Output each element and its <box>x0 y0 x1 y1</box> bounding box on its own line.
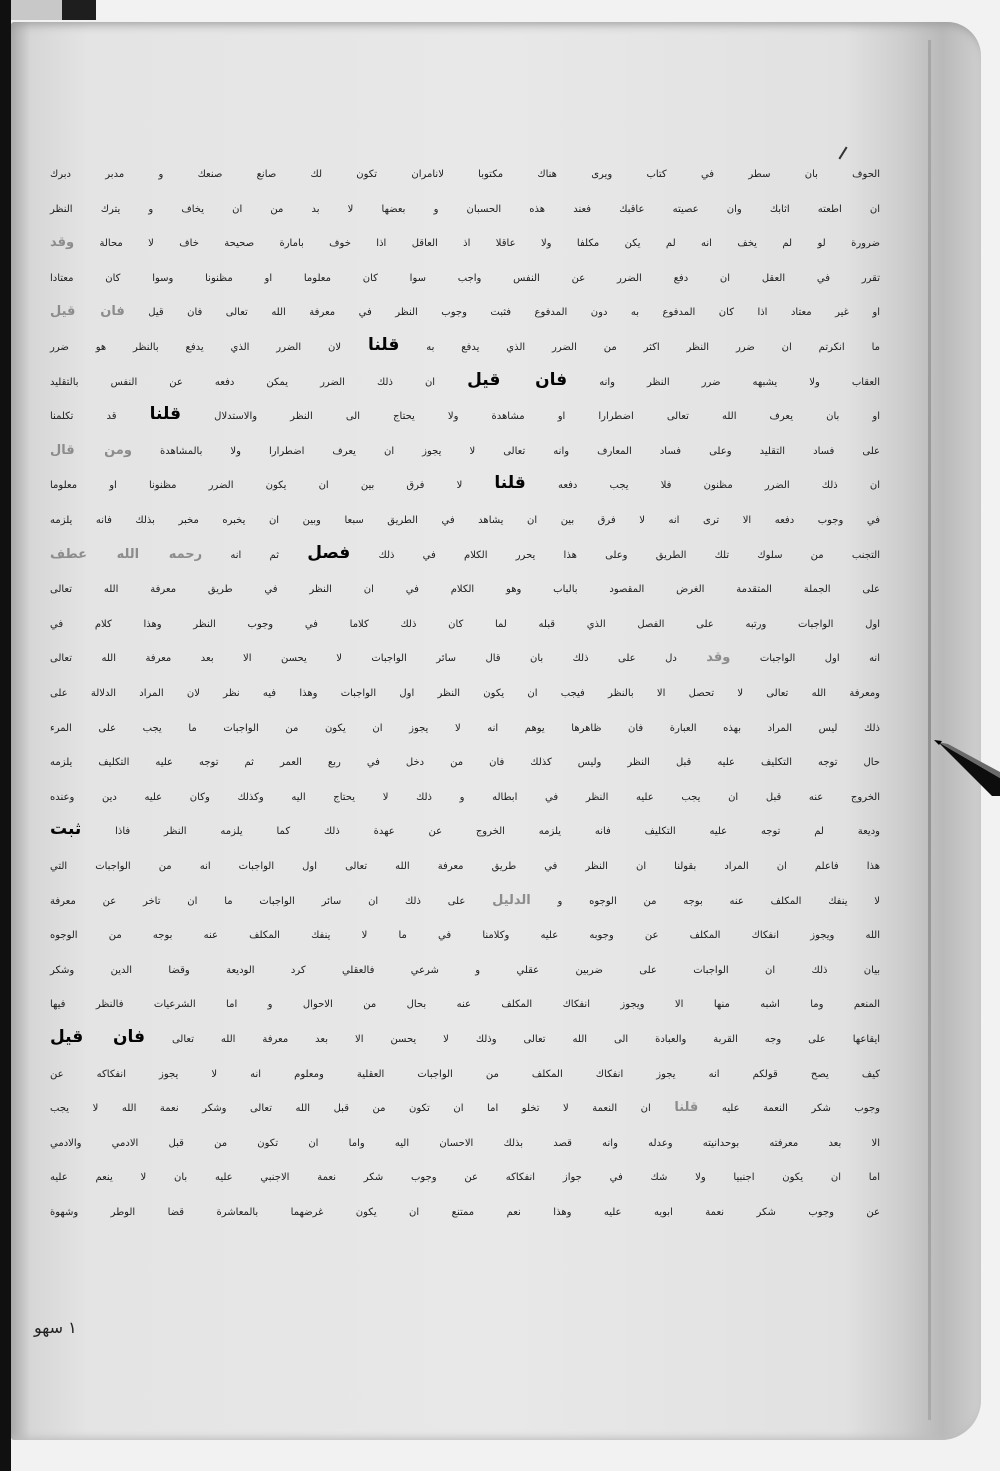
marginal-gloss: قلنا <box>674 1100 699 1116</box>
manuscript-line <box>50 1060 880 1090</box>
text-segment: لان الضرر الذي يدفع بالنظر هو ضرر <box>50 342 342 353</box>
manuscript-line <box>50 644 880 674</box>
text-segment: لا فرق بين ان يكون الضرر مظنونا او معلوما <box>50 480 463 492</box>
text-segment: ضرورة لو لم يخف انه لم يكن مكلفا ولا عاقلا اذ العاقل اذا خوف بامارة صحيحة خاف لا محالة <box>99 238 880 250</box>
manuscript-line <box>50 921 880 951</box>
manuscript-line <box>50 679 880 709</box>
manuscript-line <box>50 748 880 778</box>
text-segment: اول الواجبات ورتبه على الفصل الذي قبله لما كان ذلك كلاما في وجوب النظر وهذا كلام في <box>50 618 880 630</box>
manuscript-line <box>50 1163 880 1193</box>
manuscript-line <box>50 956 880 986</box>
manuscript-line <box>50 298 880 328</box>
manuscript-line <box>50 264 880 294</box>
manuscript-text-block <box>50 160 880 1245</box>
text-segment: عن وجوب شكر نعمة ابويه عليه وهذا نعم ممتنع ان يكون غرضهما بالمعاشرة قضا الوطر وشهوة <box>50 1207 880 1218</box>
rubric-word: فان قيل <box>50 1027 145 1047</box>
text-segment: تقرر في العقل ان دفع الضرر عن النفس واجب سوا كان معلوما او مظنونا وسوا كان معتادا <box>50 272 880 284</box>
text-segment: الا بعد معرفته بوحدانيته وعدله وانه قصد بذلك الاحسان اليه واما ان تكون من قبل الادمي والادمي <box>50 1137 880 1149</box>
text-segment: على الجملة المتقدمة الغرض المقصود بالباب وهو الكلام في ان النظر في طريق معرفة الله تعالى <box>50 584 880 596</box>
manuscript-line <box>50 575 880 605</box>
manuscript-line <box>50 195 880 225</box>
manuscript-line <box>50 887 880 917</box>
text-segment: ان ذلك الضرر مظنون فلا يجب دفعه <box>557 480 880 492</box>
marginal-gloss: وقد <box>706 650 731 666</box>
text-segment: الله ويجوز انفكاك المكلف عن وجوبه عليه وكلامنا في ما لا ينفك المكلف عنه بوجه من الوجوه <box>50 930 880 942</box>
rubric-word: قلنا <box>494 473 526 494</box>
manuscript-line <box>50 1094 880 1124</box>
text-segment: ومعرفة الله تعالى لا تحصل الا بالنظر فيجب ان يكون النظر اول الواجبات وهذا فيه نظر لان المراد الدلالة على <box>50 688 880 699</box>
manuscript-line <box>50 333 880 363</box>
manuscript-line <box>50 990 880 1020</box>
marginal-gloss: ومن قال <box>50 442 132 458</box>
manuscript-line <box>50 229 880 259</box>
manuscript-line <box>50 402 880 432</box>
manuscript-line <box>50 471 880 501</box>
rubric-word: ثبت <box>50 819 82 840</box>
text-segment: في وجوب دفعه الا ترى انه لا فرق بين ان يشاهد في الطريق سبعا وبين ان يخبره مخبر بذلك فانه يلزمه <box>50 515 880 526</box>
manuscript-line <box>50 783 880 813</box>
manuscript-line <box>50 368 880 398</box>
text-segment: الخروج عنه قبل ان يجب عليه النظر في ابطاله و ذلك لا يحتاج اليه وكذلك وكان عليه دين وعنده <box>50 791 880 803</box>
rubric-word: قلنا <box>149 404 182 425</box>
text-segment: بيان ذلك ان الواجبات على ضربين عقلي و شرعي فالعقلي كرد الوديعة وقضا الدين وشكر <box>50 964 880 976</box>
marginal-gloss: رحمه الله عطف <box>50 546 203 562</box>
text-segment: قد تكلمنا <box>50 411 117 423</box>
text-segment: انه اول الواجبات <box>759 653 880 665</box>
manuscript-line <box>50 1198 880 1228</box>
text-segment: ايقاعها على وجه القربة والعبادة الى الله تعالى وذلك لا يحسن الا بعد معرفة الله تعالى <box>171 1034 881 1045</box>
manuscript-line <box>50 610 880 640</box>
text-segment: ذلك ليس المراد بهذه العبارة فان ظاهرها يوهم انه لا يجوز ان يكون من الواجبات ما يجب على المرء <box>50 722 880 734</box>
manuscript-line <box>50 1025 880 1055</box>
text-segment: هذا فاعلم ان المراد بقولنا ان النظر في طريق معرفة الله تعالى اول الواجبات انه من الواجبات التي <box>50 861 880 872</box>
text-segment: دل على ذلك بان قال سائر الواجبات لا يحسن الا بعد معرفة الله تعالى <box>50 653 677 665</box>
rubric-word: فان قيل <box>467 369 568 390</box>
marginal-gloss: وقد <box>50 235 75 251</box>
manuscript-line <box>50 714 880 744</box>
text-segment: او بان يعرف الله تعالى اضطرارا او مشاهدة ولا يحتاج الى النظر والاستدلال <box>214 411 880 423</box>
text-segment: او غير معتاد اذا كان المدفوع به دون المدفوع فثبت وجوب النظر في معرفة الله تعالى فان قيل <box>148 307 881 319</box>
manuscript-line <box>50 160 880 190</box>
text-segment: وجوب شكر النعمة عليه <box>721 1103 880 1115</box>
text-segment: العقاب ولا يشبهه ضرر النظر وانه <box>599 376 880 388</box>
text-segment: وديعة لم توجه عليه التكليف فانه يلزمه الخروج عن عهدة ذلك كما يلزمه النظر فاذا <box>115 826 880 838</box>
manuscript-line <box>50 437 880 467</box>
manuscript-line <box>50 541 880 571</box>
text-segment: التجنب من سلوك تلك الطريق وعلى هذا يحرر الكلام في ذلك <box>378 549 881 561</box>
scan-top-edge <box>11 0 62 20</box>
rubric-word: قلنا <box>367 335 400 355</box>
folio-mark: ١ سهو <box>34 1318 77 1337</box>
scan-top-tab <box>62 0 96 20</box>
text-segment: اما ان يكون اجنبيا ولا شك في جواز انفكاكه عن وجوب شكر نعمة الاجنبي عليه بان لا ينعم عليه <box>50 1172 880 1184</box>
manuscript-line <box>50 817 880 847</box>
manuscript-line <box>50 852 880 882</box>
text-segment: ان اطعته اثابك وان عصيته عاقبك فعند هذه الحسبان و بعضها لا بد من ان يخاف و يترك النظر <box>50 203 880 215</box>
text-segment: ما انكرتم ان ضرر النظر اكثر من الضرر الذي يدفع به <box>426 342 880 353</box>
marginal-gloss: الدليل <box>492 892 531 908</box>
text-segment: ان النعمة لا تخلو اما ان تكون من قبل الله تعالى وشكر نعمة الله لا يجب <box>50 1103 651 1115</box>
pen-pointer-icon <box>934 728 1000 798</box>
scan-left-border <box>0 0 11 1471</box>
text-segment: على ذلك ان سائر الواجبات ما ان تاخر عن معرفة <box>50 895 466 907</box>
page-fold-edge <box>928 40 931 1420</box>
marginal-gloss: فان قيل <box>50 304 125 320</box>
text-segment: كيف يصح قولكم انه يجوز انفكاك المكلف من الواجبات العقلية ومعلوم انه لا يجوز انفكاكه عن <box>50 1068 880 1080</box>
text-segment: حال توجه التكليف عليه قبل النظر وليس كذلك فان من دخل في ربع العمر ثم توجه عليه التكليف يلزمه <box>50 757 880 769</box>
text-segment: المنعم وما اشبه منها الا ويجوز انفكاك المكلف عنه بحال من الاحوال و اما الشرعيات فالنظر فيها <box>50 999 880 1011</box>
text-segment: الحوف بان سطر في كتاب ويرى هناك مكتوبا لانامران تكون لك صانع صنعك و مدبر دبرك <box>50 169 880 180</box>
text-segment: لا ينفك المكلف عنه بوجه من الوجوه و <box>557 895 880 907</box>
manuscript-line <box>50 506 880 536</box>
manuscript-line <box>50 1129 880 1159</box>
rubric-word: فصل <box>307 542 351 563</box>
text-segment: ان ذلك الضرر يمكن دفعه عن النفس بالتقليد <box>50 376 436 388</box>
text-segment: ثم انه <box>230 549 279 561</box>
text-segment: على فساد التقليد وعلى فساد المعارف وانه تعالى لا يجوز ان يعرف اضطرارا ولا بالمشاهدة <box>159 445 880 457</box>
